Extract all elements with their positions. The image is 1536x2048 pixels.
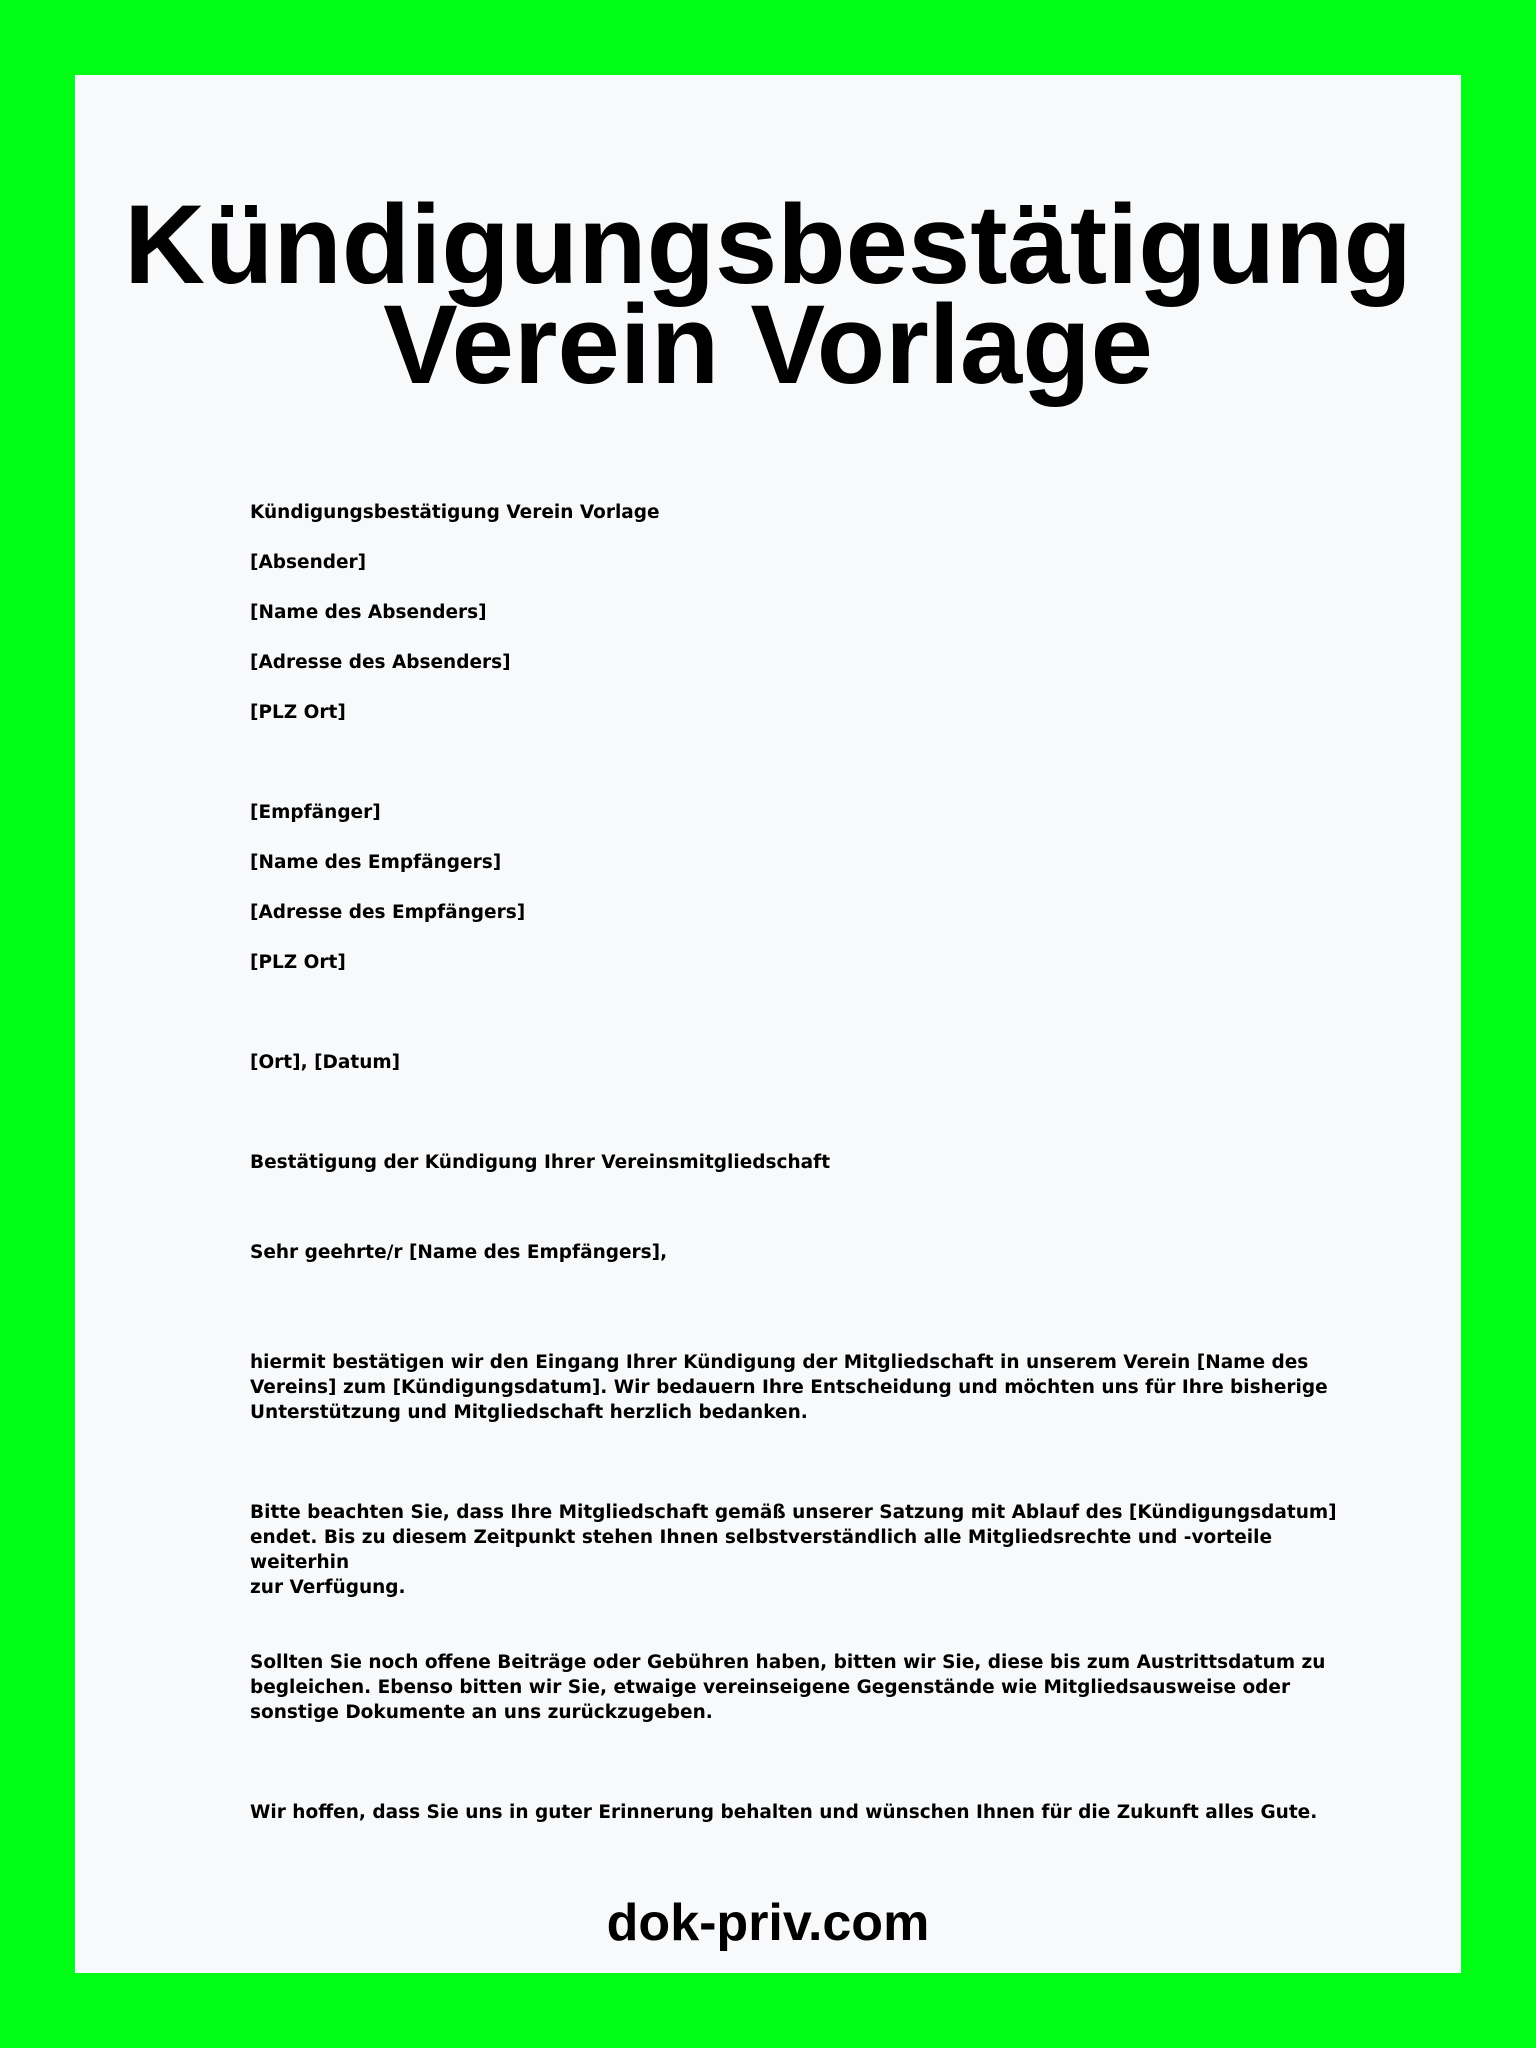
letter-heading: Kündigungsbestätigung Verein Vorlage — [250, 502, 660, 523]
recipient-label: [Empfänger] — [250, 802, 381, 823]
recipient-city: [PLZ Ort] — [250, 952, 346, 973]
sender-city: [PLZ Ort] — [250, 702, 346, 723]
sender-label: [Absender] — [250, 552, 367, 573]
sender-address: [Adresse des Absenders] — [250, 652, 511, 673]
subject-line: Bestätigung der Kündigung Ihrer Vereinsmitgliedschaft — [250, 1152, 831, 1173]
recipient-name: [Name des Empfängers] — [250, 852, 502, 873]
sender-name: [Name des Absenders] — [250, 602, 487, 623]
paragraph-1: hiermit bestätigen wir den Eingang Ihrer Kündigung der Mitgliedschaft in unserem Verein [Name des Vereins] zum [Kündigungsdatum]. Wir bedauern Ihre Entscheidung und möchten uns für Ihre bisherige Unterstützung und Mitgliedschaft herzlich bedanken. — [250, 1352, 1328, 1423]
page-title-line-2: Verein Vorlage — [383, 282, 1153, 407]
paragraph-2: Bitte beachten Sie, dass Ihre Mitgliedschaft gemäß unserer Satzung mit Ablauf des [Kündigungsdatum] endet. Bis zu diesem Zeitpunkt stehen Ihnen selbstverständlich alle Mitgliedsrechte und -vorteile weiterhin zur Verfügung. — [250, 1502, 1337, 1598]
page-title — [75, 182, 1461, 407]
footer-website: dok-priv.com — [606, 1894, 930, 1952]
place-date: [Ort], [Datum] — [250, 1052, 401, 1073]
paragraph-4: Wir hoffen, dass Sie uns in guter Erinnerung behalten und wünschen Ihnen für die Zukunft alles Gute. — [250, 1802, 1318, 1823]
page-title-line-1: Kündigungsbestätigung — [124, 182, 1412, 307]
salutation: Sehr geehrte/r [Name des Empfängers], — [250, 1242, 668, 1263]
recipient-address: [Adresse des Empfängers] — [250, 902, 526, 923]
document-page — [75, 75, 1461, 1973]
paragraph-3: Sollten Sie noch offene Beiträge oder Gebühren haben, bitten wir Sie, diese bis zum Austrittsdatum zu begleichen. Ebenso bitten wir Sie, etwaige vereinseigene Gegenstände wie Mitgliedsausweise oder sonstige Dokumente an uns zurückzugeben. — [250, 1652, 1326, 1723]
